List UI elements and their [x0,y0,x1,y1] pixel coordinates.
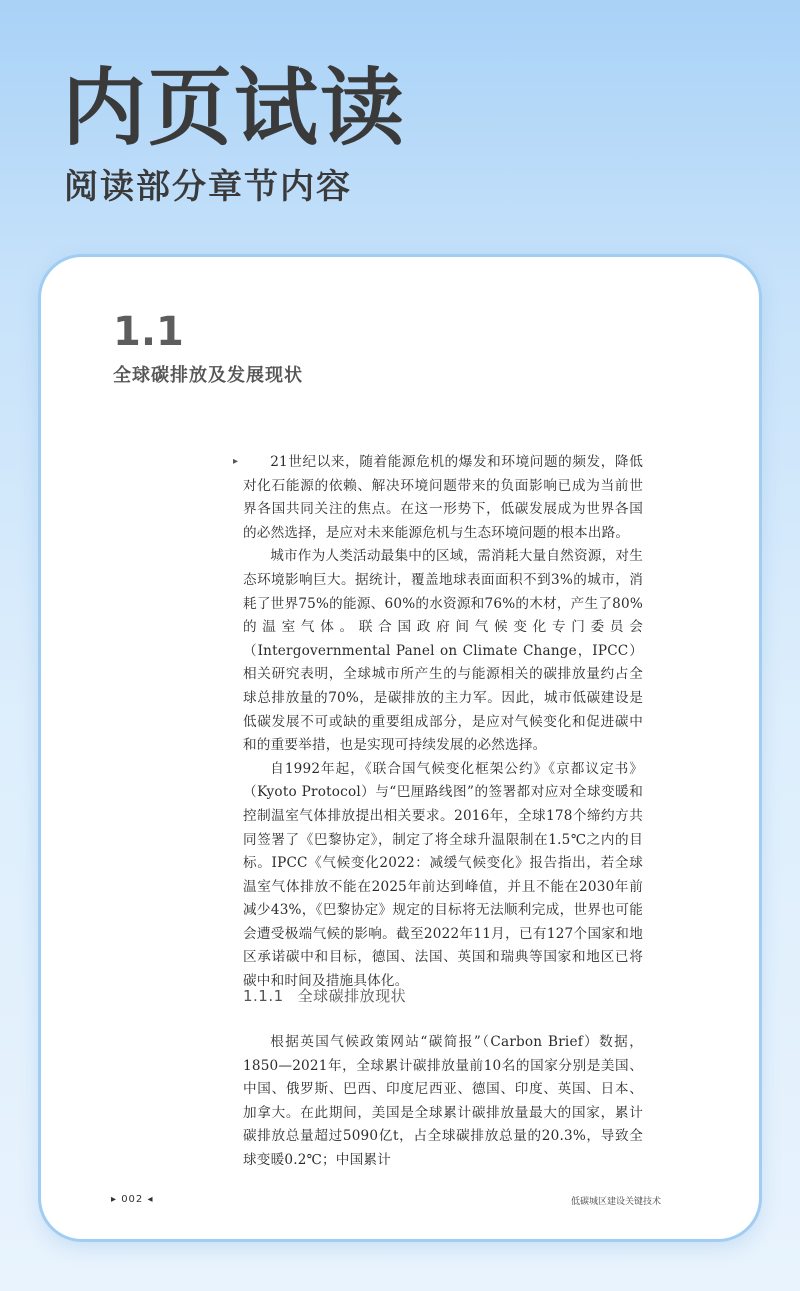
page-number: ▸ 002 ◂ [111,1194,154,1205]
paragraph: 根据英国气候政策网站“碳简报”（Carbon Brief）数据，1850—2021年，全球累计碳排放量前10名的国家分别是美国、中国、俄罗斯、巴西、印度尼西亚、德国、印度、英国、日本、加拿大。在此期间，美国是全球累计碳排放量最大的国家，累计碳排放总量超过5090亿t，占全球碳排放总量的20.3%，导致全球变暖0.2℃；中国累计 [243,1034,643,1168]
paragraph-bullet-icon: ▸ [233,456,239,467]
section-title: 全球碳排放及发展现状 [113,365,303,386]
body-text [243,451,643,994]
subsection-heading [243,985,406,1006]
paragraph: 自1992年起，《联合国气候变化框架公约》《京都议定书》（Kyoto Protocol）与“巴厘路线图”的签署都对应对全球变暖和控制温室气体排放提出相关要求。2016年，全球178个缔约方共同签署了《巴黎协定》，制定了将全球升温限制在1.5℃之内的目标。IPCC《气候变化2022：减缓气候变化》报告指出，若全球温室气体排放不能在2025年前达到峰值，并且不能在2030年前减少43%，《巴黎协定》规定的目标将无法顺利完成，世界也可能会遭受极端气候的影响。截至2022年11月，已有127个国家和地区承诺碳中和目标，德国、法国、英国和瑞典等国家和地区已将碳中和时间及措施具体化。 [243,760,643,990]
book-page-card [38,254,762,1242]
body-text-continued [243,1031,643,1173]
book-title-footer: 低碳城区建设关键技术 [570,1197,661,1207]
hero-title: 内页试读 [62,59,407,157]
subsection-title: 全球碳排放现状 [297,987,407,1005]
subsection-number: 1.1.1 [243,987,284,1005]
paragraph: 21世纪以来，随着能源危机的爆发和环境问题的频发，降低对化石能源的依赖、解决环境问题带来的负面影响已成为当前世界各国共同关注的焦点。在这一形势下，低碳发展成为世界各国的必然选择，是应对未来能源危机与生态环境问题的根本出路。 [243,454,643,541]
paragraph: 城市作为人类活动最集中的区域，需消耗大量自然资源，对生态环境影响巨大。据统计，覆盖地球表面面积不到3%的城市，消耗了世界75%的能源、60%的水资源和76%的木材，产生了80%的温室气体。联合国政府间气候变化专门委员会（Intergovernmental Panel on Climate Change，IPCC）相关研究表明，全球城市所产生的与能源相关的碳排放量约占全球总排放量的70%，是碳排放的主力军。因此，城市低碳建设是低碳发展不可或缺的重要组成部分，是应对气候变化和促进碳中和的重要举措，也是实现可持续发展的必然选择。 [243,548,643,754]
hero-subtitle: 阅读部分章节内容 [64,167,352,207]
section-number: 1.1 [113,309,184,355]
